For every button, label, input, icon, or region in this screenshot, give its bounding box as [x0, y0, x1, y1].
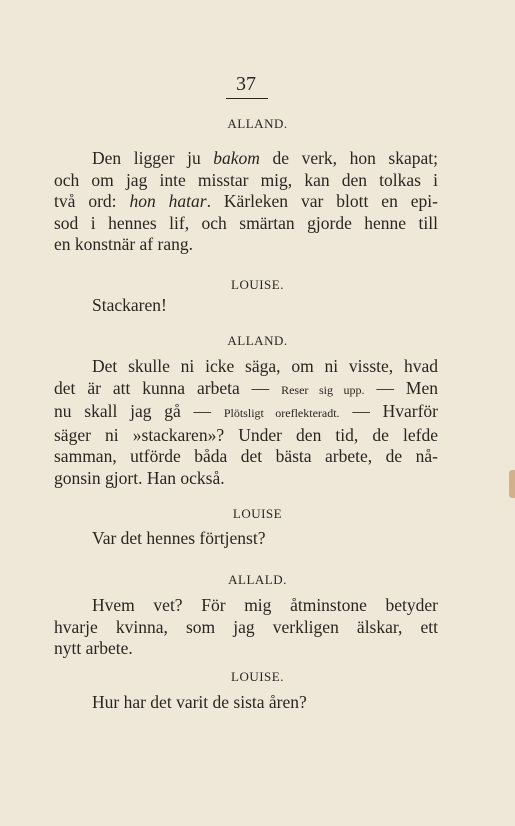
speaker-heading: LOUISE: [232, 506, 283, 521]
page-edge-mark: [509, 470, 515, 498]
dialogue-paragraph: [54, 595, 438, 660]
dialogue-paragraph: [54, 692, 438, 714]
text-line: säger ni »stackaren»? Under den tid, de lefde: [54, 424, 438, 445]
italic-phrase: hon hatar: [129, 191, 207, 211]
text-line: gonsin gjort. Han också.: [54, 467, 225, 488]
text-line: Var det hennes förtjenst?: [92, 528, 266, 548]
text-line: Den ligger ju bakom de verk, hon skapat;: [92, 148, 438, 168]
speaker-heading: ALLAND.: [227, 116, 288, 131]
text-line: två ord: hon hatar. Kärleken var blott en epi-: [54, 191, 438, 211]
text-line: en konstnär af rang.: [54, 234, 193, 254]
text-line: Hur har det varit de sista åren?: [92, 692, 307, 712]
dialogue-paragraph: [54, 295, 438, 317]
text-line: samman, utförde båda det bästa arbete, de nå-: [54, 446, 438, 466]
stage-direction: Plötsligt oreflekteradt.: [223, 406, 340, 420]
text-line: Stackaren!: [92, 295, 167, 315]
speaker-heading: LOUISE.: [231, 669, 284, 684]
text-line: nu skall jag gå — Plötsligt oreflekteradt. — Hvarför: [54, 401, 439, 421]
dialogue-paragraph: [54, 528, 438, 550]
dialogue-paragraph: [54, 356, 438, 489]
text-line: och om jag inte misstar mig, kan den tolkas i: [54, 169, 438, 190]
text-line: sod i hennes lif, och smärtan gjorde henne till: [54, 212, 438, 233]
page-number: 37: [236, 73, 256, 95]
stage-direction: Reser sig upp.: [281, 382, 365, 397]
text-line: Det skulle ni icke säga, om ni visste, hvad: [92, 356, 438, 376]
speaker-heading: LOUISE.: [231, 277, 284, 292]
text-line: det är att kunna arbeta — Reser sig upp. — Men: [54, 377, 438, 398]
text-line: nytt arbete.: [54, 638, 133, 658]
speaker-heading: ALLAND.: [227, 333, 288, 348]
dialogue-paragraph: [54, 148, 438, 256]
speaker-heading: ALLALD.: [228, 572, 287, 587]
page-number-rule: [226, 98, 268, 99]
text-line: hvarje kvinna, som jag verkligen älskar, ett: [54, 616, 438, 637]
text-line: Hvem vet? För mig åtminstone betyder: [92, 595, 438, 615]
italic-word: bakom: [213, 148, 260, 168]
